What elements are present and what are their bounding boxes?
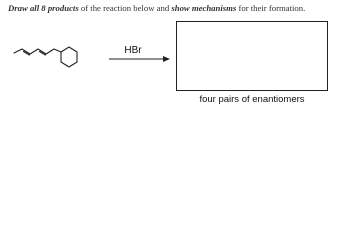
double-bond-1 xyxy=(24,52,30,56)
double-bond-2 xyxy=(40,52,46,56)
cyclohexane-ring xyxy=(61,47,77,67)
reaction-arrow xyxy=(109,56,170,62)
arrow-head xyxy=(163,56,170,62)
instruction-emphasis-products: Draw all 8 products xyxy=(8,3,79,13)
product-answer-box[interactable] xyxy=(176,21,328,91)
carbon-chain-bonds xyxy=(14,49,61,54)
product-note: four pairs of enantiomers xyxy=(199,94,305,105)
starting-material-diene xyxy=(14,47,77,67)
question-text xyxy=(8,2,344,14)
reagent-label: HBr xyxy=(124,45,142,56)
instruction-emphasis-mechanisms: show mechanisms xyxy=(171,3,237,13)
instruction-text-middle: of the reaction below and xyxy=(78,3,172,13)
instruction-text-end: for their formation. xyxy=(236,3,306,13)
